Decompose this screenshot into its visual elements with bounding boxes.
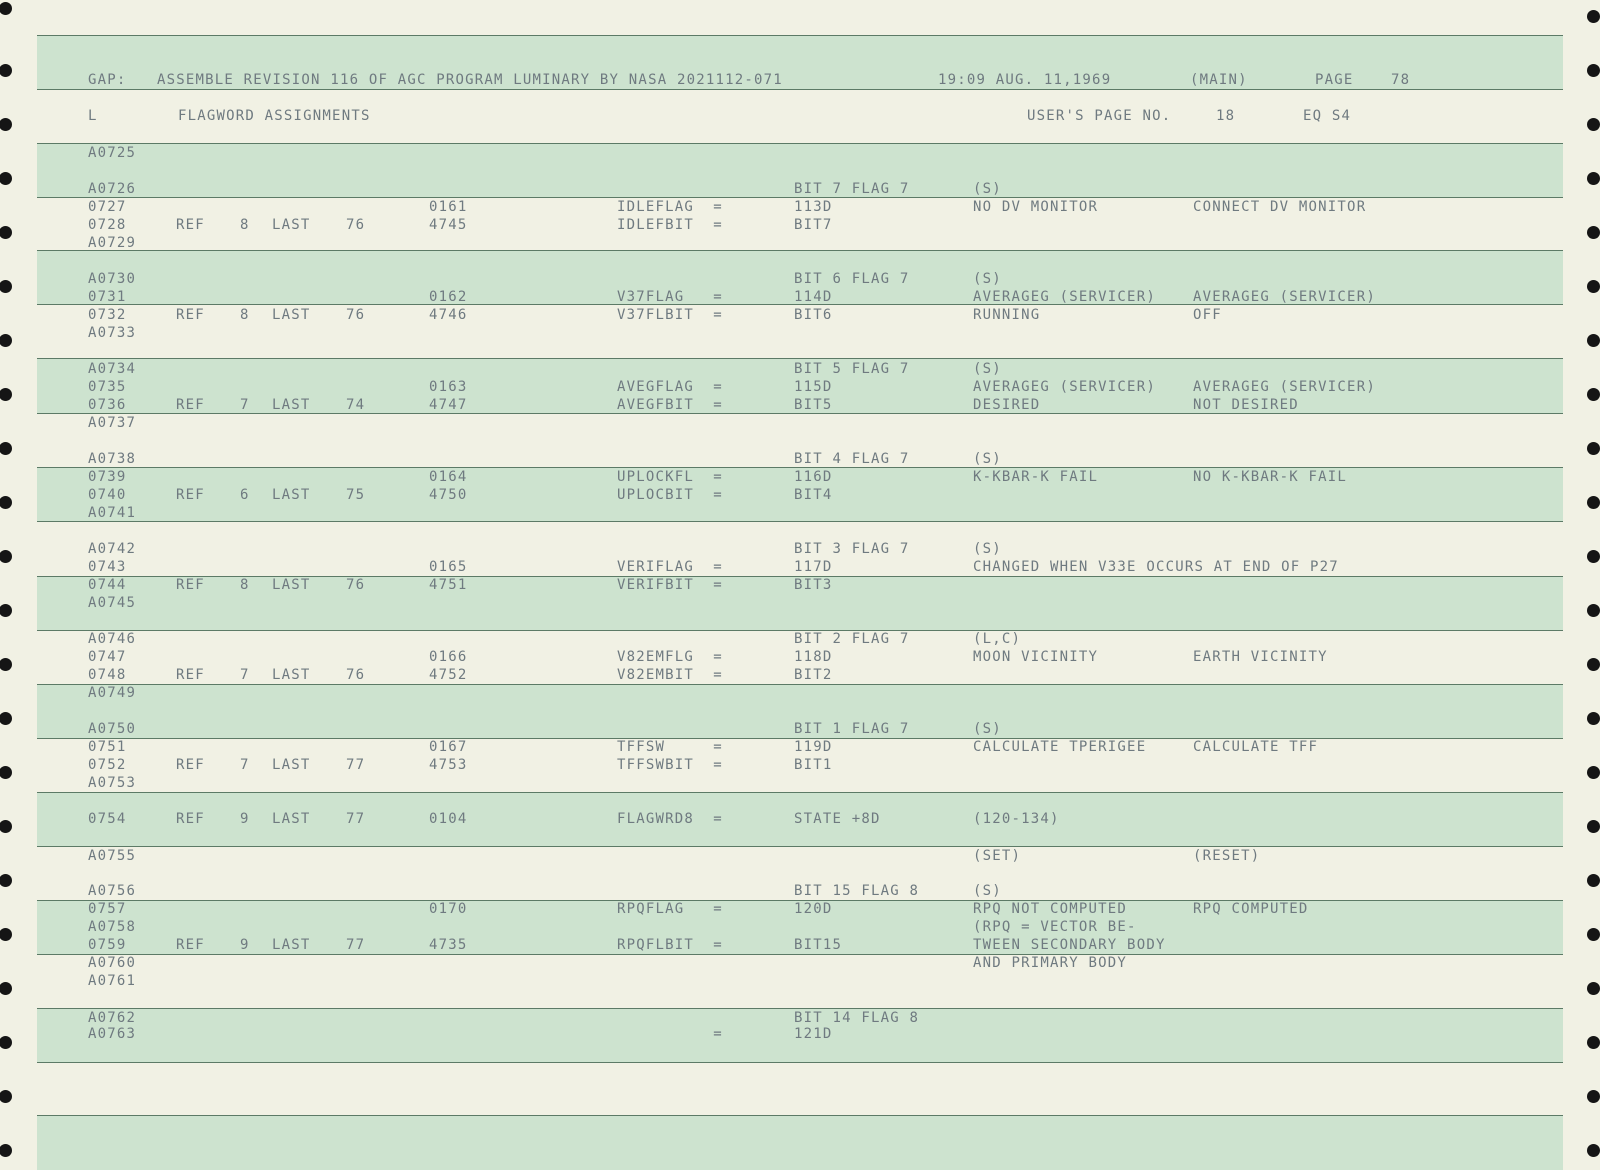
line-c1: (S) — [973, 181, 1002, 197]
line-c1: (S) — [973, 883, 1002, 899]
listing-line — [0, 541, 1600, 559]
listing-line — [0, 973, 1600, 991]
line-ref: REF — [176, 577, 205, 593]
line-last: LAST — [272, 937, 311, 953]
listing-line — [0, 937, 1600, 955]
line-sym: IDLEFLAG = — [617, 199, 723, 215]
line-val: BIT4 — [794, 487, 833, 503]
line-seq: A0745 — [88, 595, 137, 611]
band-rule — [37, 1115, 1563, 1116]
line-sym: = — [617, 1026, 723, 1042]
listing-line — [0, 361, 1600, 379]
line-ref: REF — [176, 307, 205, 323]
listing-line — [0, 955, 1600, 973]
line-seq: 0740 — [88, 487, 127, 503]
line-seq: A0758 — [88, 919, 137, 935]
line-c2: NOT DESIRED — [1193, 397, 1299, 413]
line-seq: A0746 — [88, 631, 137, 647]
line-sym: VERIFLAG = — [617, 559, 723, 575]
feed-hole — [1587, 1090, 1600, 1103]
line-c1: K-KBAR-K FAIL — [973, 469, 1099, 485]
line-c2: RPQ COMPUTED — [1193, 901, 1309, 917]
users-page-label: USER'S PAGE NO. — [1027, 108, 1172, 124]
line-seq: A0726 — [88, 181, 137, 197]
line-num: 7 — [240, 397, 250, 413]
line-ref: REF — [176, 667, 205, 683]
line-val: 116D — [794, 469, 833, 485]
listing-line — [0, 1026, 1600, 1044]
line-c2: OFF — [1193, 307, 1222, 323]
line-val: 118D — [794, 649, 833, 665]
line-c2: EARTH VICINITY — [1193, 649, 1328, 665]
line-c1: DESIRED — [973, 397, 1041, 413]
line-addr: 4735 — [429, 937, 468, 953]
line-num: 6 — [240, 487, 250, 503]
section-title: FLAGWORD ASSIGNMENTS — [178, 108, 371, 124]
listing-line — [0, 667, 1600, 685]
line-seq: A0762 — [88, 1010, 137, 1026]
line-addr: 0104 — [429, 811, 468, 827]
line-seq: A0734 — [88, 361, 137, 377]
listing-line — [0, 145, 1600, 163]
line-ref: REF — [176, 757, 205, 773]
line-ref: REF — [176, 217, 205, 233]
section-letter: L — [88, 108, 98, 124]
line-num: 8 — [240, 217, 250, 233]
line-val: BIT 1 FLAG 7 — [794, 721, 910, 737]
line-num: 9 — [240, 937, 250, 953]
page-label: PAGE — [1315, 72, 1354, 88]
line-c1: NO DV MONITOR — [973, 199, 1099, 215]
line-addr: 0166 — [429, 649, 468, 665]
assembly-timestamp: 19:09 AUG. 11,1969 — [938, 72, 1112, 88]
line-seq: A0741 — [88, 505, 137, 521]
listing-line — [0, 901, 1600, 919]
line-c1: (S) — [973, 271, 1002, 287]
listing-line — [0, 325, 1600, 343]
line-last: LAST — [272, 397, 311, 413]
line-seq: A0733 — [88, 325, 137, 341]
line-addr: 4745 — [429, 217, 468, 233]
line-c1: TWEEN SECONDARY BODY — [973, 937, 1166, 953]
line-sym: V37FLBIT = — [617, 307, 723, 323]
listing-line — [0, 217, 1600, 235]
line-seq: 0732 — [88, 307, 127, 323]
line-seq: 0731 — [88, 289, 127, 305]
band-rule — [37, 1008, 1563, 1009]
line-c1: (S) — [973, 361, 1002, 377]
line-num: 8 — [240, 577, 250, 593]
line-val: BIT 6 FLAG 7 — [794, 271, 910, 287]
feed-hole — [0, 1090, 12, 1103]
band-rule — [37, 143, 1563, 144]
listing-line — [0, 577, 1600, 595]
line-val: BIT5 — [794, 397, 833, 413]
line-seq: 0739 — [88, 469, 127, 485]
line-c2: CALCULATE TFF — [1193, 739, 1319, 755]
listing-line — [0, 379, 1600, 397]
line-ref: REF — [176, 487, 205, 503]
line-addr: 0167 — [429, 739, 468, 755]
line-lnum: 77 — [346, 811, 366, 827]
line-last: LAST — [272, 217, 311, 233]
listing-line — [0, 487, 1600, 505]
listing-line — [0, 235, 1600, 253]
listing-line — [0, 775, 1600, 793]
line-c1: AVERAGEG (SERVICER) — [973, 289, 1156, 305]
line-seq: A0725 — [88, 145, 137, 161]
listing-line — [0, 397, 1600, 415]
line-last: LAST — [272, 667, 311, 683]
line-addr: 0163 — [429, 379, 468, 395]
line-addr: 4747 — [429, 397, 468, 413]
line-val: BIT 15 FLAG 8 — [794, 883, 920, 899]
line-last: LAST — [272, 307, 311, 323]
line-c1: CALCULATE TPERIGEE — [973, 739, 1147, 755]
listing-line — [0, 469, 1600, 487]
line-sym: UPLOCBIT = — [617, 487, 723, 503]
line-addr: 4752 — [429, 667, 468, 683]
line-sym: V82EMBIT = — [617, 667, 723, 683]
line-val: STATE +8D — [794, 811, 881, 827]
assembly-header — [0, 72, 1600, 90]
line-c2: AVERAGEG (SERVICER) — [1193, 289, 1376, 305]
gap-label: GAP: — [88, 72, 127, 88]
listing-line — [0, 505, 1600, 523]
line-val: 117D — [794, 559, 833, 575]
line-seq: 0752 — [88, 757, 127, 773]
line-val: BIT 7 FLAG 7 — [794, 181, 910, 197]
paper-band — [37, 1115, 1563, 1170]
line-seq: 0735 — [88, 379, 127, 395]
line-addr: 4753 — [429, 757, 468, 773]
line-num: 7 — [240, 757, 250, 773]
line-seq: 0728 — [88, 217, 127, 233]
line-seq: A0730 — [88, 271, 137, 287]
listing-line — [0, 883, 1600, 901]
band-rule — [37, 35, 1563, 36]
line-addr: 0161 — [429, 199, 468, 215]
users-page-number: 18 — [1216, 108, 1236, 124]
line-sym: TFFSW = — [617, 739, 723, 755]
line-sym: IDLEFBIT = — [617, 217, 723, 233]
line-seq: 0751 — [88, 739, 127, 755]
line-addr: 0170 — [429, 901, 468, 917]
line-last: LAST — [272, 811, 311, 827]
listing-line — [0, 739, 1600, 757]
line-seq: A0753 — [88, 775, 137, 791]
page-number: 78 — [1391, 72, 1411, 88]
listing-line — [0, 307, 1600, 325]
line-seq: A0737 — [88, 415, 137, 431]
listing-line — [0, 685, 1600, 703]
line-seq: 0748 — [88, 667, 127, 683]
listing-line — [0, 631, 1600, 649]
line-lnum: 76 — [346, 667, 366, 683]
line-seq: A0755 — [88, 848, 137, 864]
feed-hole — [1587, 1144, 1600, 1157]
line-val: 119D — [794, 739, 833, 755]
line-c1: AND PRIMARY BODY — [973, 955, 1128, 971]
listing-line — [0, 415, 1600, 433]
eq-label: EQ S4 — [1303, 108, 1352, 124]
line-seq: A0729 — [88, 235, 137, 251]
line-seq: A0750 — [88, 721, 137, 737]
line-val: BIT 2 FLAG 7 — [794, 631, 910, 647]
line-seq: 0757 — [88, 901, 127, 917]
line-seq: A0742 — [88, 541, 137, 557]
line-lnum: 77 — [346, 757, 366, 773]
line-addr: 0164 — [429, 469, 468, 485]
band-rule — [37, 1062, 1563, 1063]
line-c2: AVERAGEG (SERVICER) — [1193, 379, 1376, 395]
line-last: LAST — [272, 577, 311, 593]
line-seq: 0744 — [88, 577, 127, 593]
line-ref: REF — [176, 937, 205, 953]
line-last: LAST — [272, 757, 311, 773]
line-c1: (SET) — [973, 848, 1022, 864]
feed-hole — [0, 1144, 12, 1157]
line-sym: VERIFBIT = — [617, 577, 723, 593]
listing-line — [0, 181, 1600, 199]
line-c1: MOON VICINITY — [973, 649, 1099, 665]
line-seq: A0761 — [88, 973, 137, 989]
line-c2: CONNECT DV MONITOR — [1193, 199, 1367, 215]
line-seq: A0738 — [88, 451, 137, 467]
line-sym: UPLOCKFL = — [617, 469, 723, 485]
line-lnum: 76 — [346, 577, 366, 593]
line-c2: NO K-KBAR-K FAIL — [1193, 469, 1348, 485]
section-header — [0, 108, 1600, 126]
line-val: BIT 14 FLAG 8 — [794, 1010, 920, 1026]
line-sym: V37FLAG = — [617, 289, 723, 305]
listing-line — [0, 811, 1600, 829]
line-c1: (120-134) — [973, 811, 1060, 827]
line-c2: (RESET) — [1193, 848, 1261, 864]
line-lnum: 76 — [346, 217, 366, 233]
listing-line — [0, 595, 1600, 613]
line-seq: 0743 — [88, 559, 127, 575]
line-lnum: 74 — [346, 397, 366, 413]
line-val: 115D — [794, 379, 833, 395]
line-c1: (L,C) — [973, 631, 1022, 647]
line-num: 7 — [240, 667, 250, 683]
line-seq: 0747 — [88, 649, 127, 665]
line-c1: (S) — [973, 451, 1002, 467]
line-num: 9 — [240, 811, 250, 827]
band-rule — [37, 846, 1563, 847]
listing-line — [0, 848, 1600, 866]
line-num: 8 — [240, 307, 250, 323]
listing-line — [0, 757, 1600, 775]
main-label: (MAIN) — [1190, 72, 1248, 88]
line-sym: FLAGWRD8 = — [617, 811, 723, 827]
line-val: BIT6 — [794, 307, 833, 323]
listing-line — [0, 559, 1600, 577]
listing-line — [0, 271, 1600, 289]
line-sym: RPQFLBIT = — [617, 937, 723, 953]
line-val: BIT 4 FLAG 7 — [794, 451, 910, 467]
line-lnum: 76 — [346, 307, 366, 323]
line-seq: 0736 — [88, 397, 127, 413]
line-seq: A0756 — [88, 883, 137, 899]
line-c1: (RPQ = VECTOR BE- — [973, 919, 1137, 935]
listing-line — [0, 721, 1600, 739]
line-val: 113D — [794, 199, 833, 215]
line-val: BIT 3 FLAG 7 — [794, 541, 910, 557]
line-sym: AVEGFBIT = — [617, 397, 723, 413]
line-sym: TFFSWBIT = — [617, 757, 723, 773]
listing-line — [0, 289, 1600, 307]
feed-hole — [0, 2, 12, 15]
line-val: 114D — [794, 289, 833, 305]
line-last: LAST — [272, 487, 311, 503]
line-seq: 0727 — [88, 199, 127, 215]
line-sym: RPQFLAG = — [617, 901, 723, 917]
line-addr: 4750 — [429, 487, 468, 503]
line-seq: 0759 — [88, 937, 127, 953]
line-val: BIT3 — [794, 577, 833, 593]
line-ref: REF — [176, 811, 205, 827]
listing-line — [0, 199, 1600, 217]
line-val: BIT1 — [794, 757, 833, 773]
line-lnum: 77 — [346, 937, 366, 953]
line-val: 120D — [794, 901, 833, 917]
line-val: BIT15 — [794, 937, 843, 953]
line-sym: AVEGFLAG = — [617, 379, 723, 395]
line-c1: RUNNING — [973, 307, 1041, 323]
assemble-title: ASSEMBLE REVISION 116 OF AGC PROGRAM LUMINARY BY NASA 2021112-071 — [157, 72, 783, 88]
line-c1: (S) — [973, 541, 1002, 557]
line-addr: 0162 — [429, 289, 468, 305]
line-val: 121D — [794, 1026, 833, 1042]
line-seq: 0754 — [88, 811, 127, 827]
line-addr: 4751 — [429, 577, 468, 593]
line-val: BIT 5 FLAG 7 — [794, 361, 910, 377]
listing-line — [0, 919, 1600, 937]
line-c1: RPQ NOT COMPUTED — [973, 901, 1128, 917]
line-ref: REF — [176, 397, 205, 413]
line-seq: A0749 — [88, 685, 137, 701]
line-seq: A0763 — [88, 1026, 137, 1042]
line-val: BIT7 — [794, 217, 833, 233]
feed-hole — [1587, 10, 1600, 23]
listing-line — [0, 649, 1600, 667]
band-rule — [37, 358, 1563, 359]
line-c1: AVERAGEG (SERVICER) — [973, 379, 1156, 395]
line-addr: 0165 — [429, 559, 468, 575]
line-lnum: 75 — [346, 487, 366, 503]
line-val: BIT2 — [794, 667, 833, 683]
line-c1: (S) — [973, 721, 1002, 737]
line-seq: A0760 — [88, 955, 137, 971]
listing-line — [0, 451, 1600, 469]
line-sym: V82EMFLG = — [617, 649, 723, 665]
line-c1: CHANGED WHEN V33E OCCURS AT END OF P27 — [973, 559, 1339, 575]
line-addr: 4746 — [429, 307, 468, 323]
